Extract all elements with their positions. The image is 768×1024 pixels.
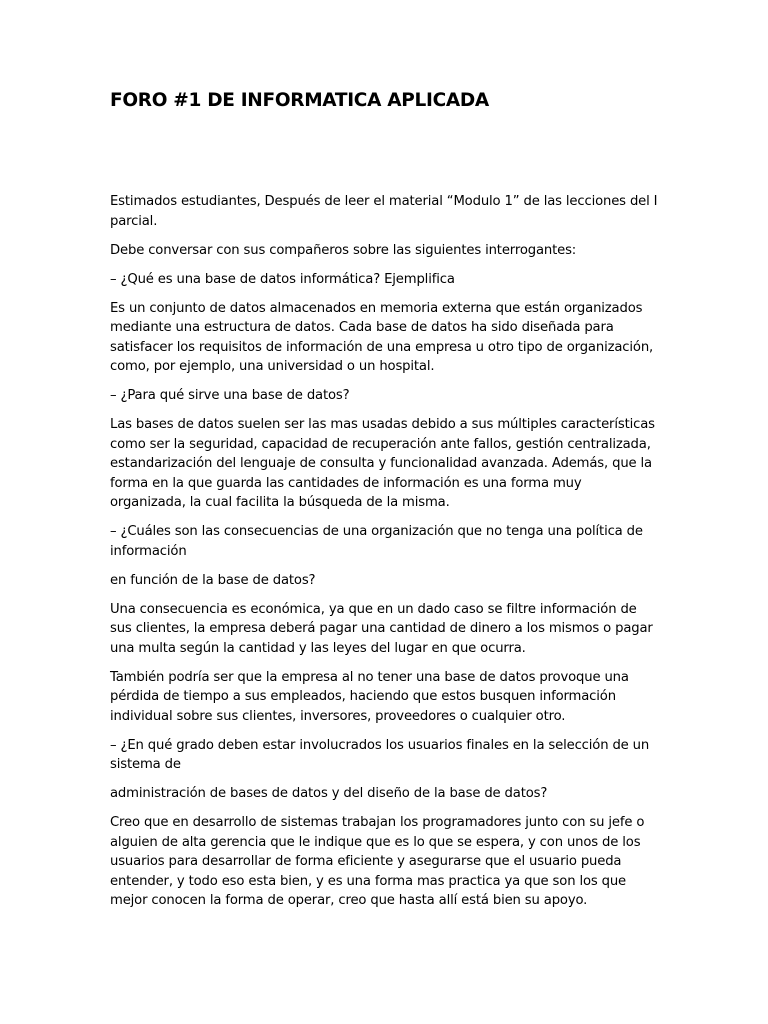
- document-title: FORO #1 DE INFORMATICA APLICADA: [110, 90, 489, 111]
- instruction-paragraph: Debe conversar con sus compañeros sobre las siguientes interrogantes:: [110, 242, 577, 258]
- answer-2: Las bases de datos suelen ser las mas usadas debido a sus múltiples características como ser la seguridad, capacidad de recuperación ante fallos, gestión centralizada, estandarización del lenguaje de consulta y funcionalidad avanzada. Además, que la forma en la que guarda las cantidades de información es una forma muy organizada, la cual facilita la búsqueda de la misma.: [110, 417, 655, 510]
- question-4: – ¿En qué grado deben estar involucrados los usuarios finales en la selección de un sistema de: [110, 737, 650, 772]
- answer-3-continued: También podría ser que la empresa al no tener una base de datos provoque una pérdida de tiempo a sus empleados, haciendo que estos busquen información individual sobre sus clientes, inversores, proveedores o cualquier otro.: [110, 669, 629, 724]
- question-3-continued: en función de la base de datos?: [110, 572, 316, 588]
- answer-3: Una consecuencia es económica, ya que en un dado caso se filtre información de sus clientes, la empresa deberá pagar una cantidad de dinero a los mismos o pagar una multa según la cantidad y las leyes del lugar en que ocurra.: [110, 601, 653, 656]
- question-3: – ¿Cuáles son las consecuencias de una organización que no tenga una política de información: [110, 524, 643, 559]
- question-1: – ¿Qué es una base de datos informática? Ejemplifica: [110, 271, 455, 287]
- answer-1: Es un conjunto de datos almacenados en memoria externa que están organizados mediante una estructura de datos. Cada base de datos ha sido diseñada para satisfacer los requisitos de información de una empresa u otro tipo de organización, como, por ejemplo, una universidad o un hospital.: [110, 300, 654, 374]
- document-body: [110, 192, 658, 920]
- question-2: – ¿Para qué sirve una base de datos?: [110, 388, 350, 403]
- question-4-continued: administración de bases de datos y del diseño de la base de datos?: [110, 786, 548, 801]
- answer-4: Creo que en desarrollo de sistemas trabajan los programadores junto con su jefe o alguien de alta gerencia que le indique que es lo que se espera, y con unos de los usuarios para desarrollar de forma eficiente y asegurarse que el usuario pueda entender, y todo eso esta bien, y es una forma mas practica ya que son los que mejor conocen la forma de operar, creo que hasta allí está bien su apoyo.: [110, 815, 645, 908]
- intro-paragraph: Estimados estudiantes, Después de leer el material “Modulo 1” de las lecciones del I parcial.: [110, 194, 658, 229]
